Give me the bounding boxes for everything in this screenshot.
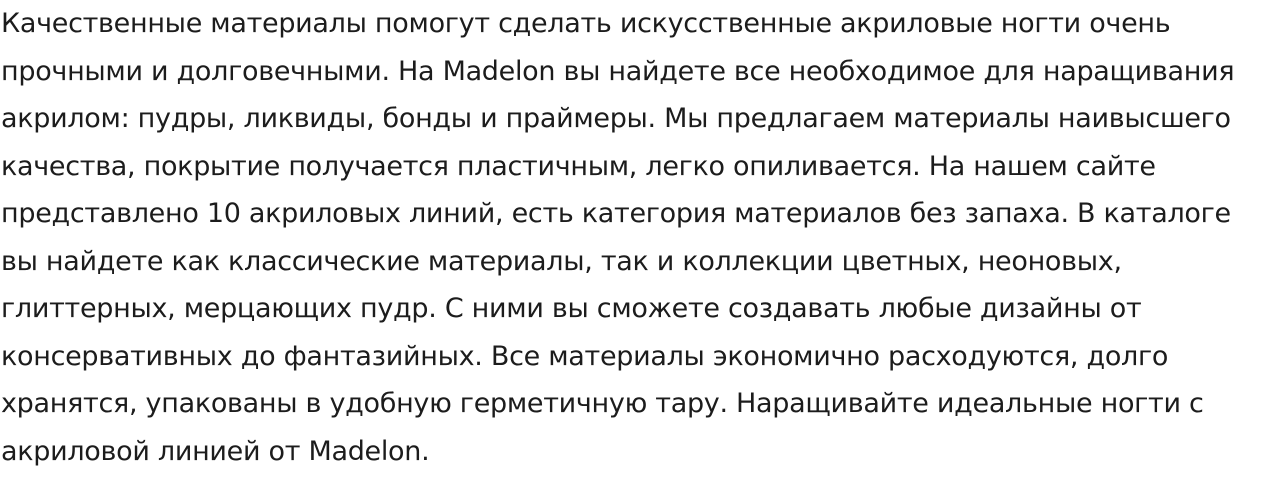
product-description-text: Качественные материалы помогут сделать искусственные акриловые ногти очень прочными и долговечными. На Madelon вы найдете все необходимое для наращивания акрилом: пудры, ликвиды, бонды и праймеры. Мы предлагаем материалы наивысшего качества, покрытие получается пластичным, легко опиливается. На нашем сайте представлено 10 акриловых линий, есть категория материалов без запаха. В каталоге вы найдете как классические материалы, так и коллекции цветных, неоновых, глиттерных, мерцающих пудр. С ними вы сможете создавать любые дизайны от консервативных до фантазийных. Все материалы экономично расходуются, долго хранятся, упакованы в удобную герметичную тару. Наращивайте идеальные ногти с акриловой линией от Madelon. bbox=[1, 8, 1235, 467]
